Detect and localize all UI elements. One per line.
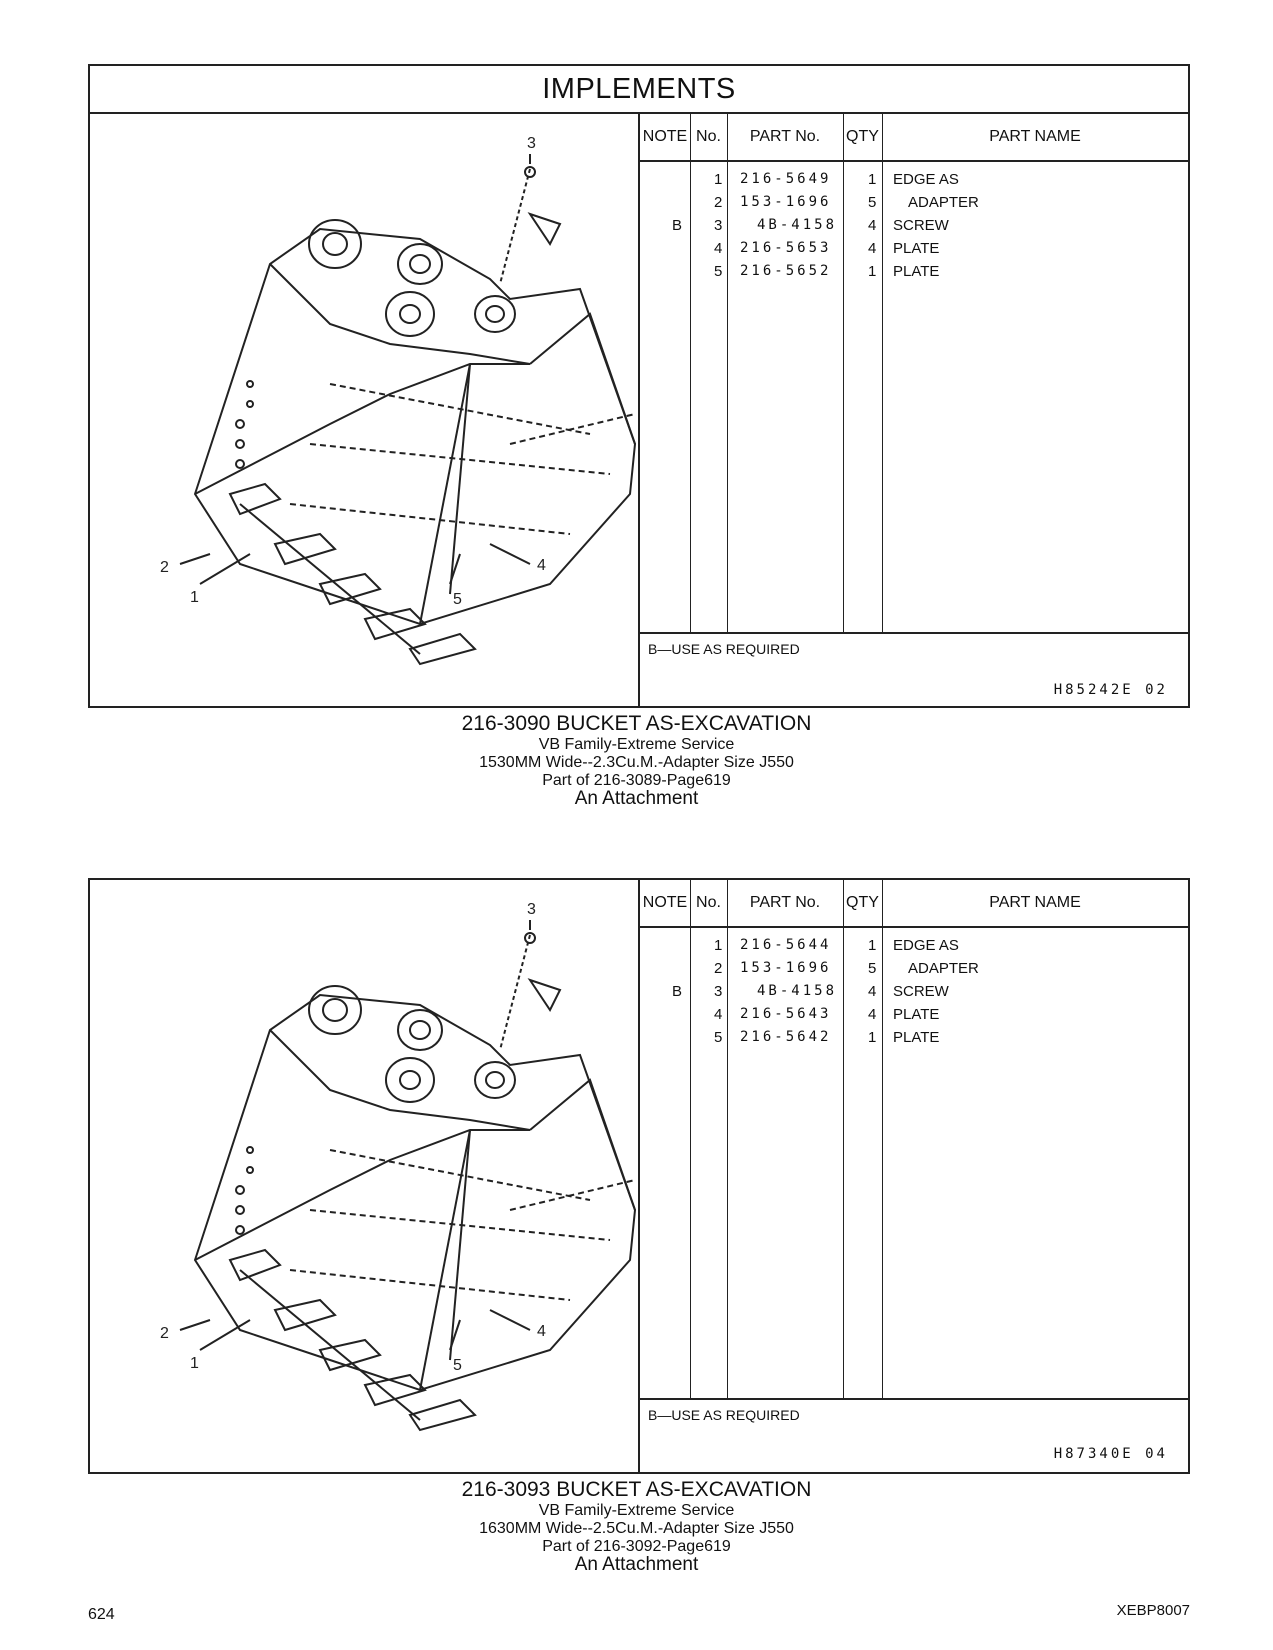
row-part-no: 216-5642 xyxy=(740,1029,832,1045)
row-no: 3 xyxy=(714,217,723,234)
row-qty: 1 xyxy=(868,937,877,954)
table-row xyxy=(640,237,1188,260)
parts-panel-1 xyxy=(88,64,1190,708)
row-no: 4 xyxy=(714,1006,723,1023)
row-no: 3 xyxy=(714,983,723,1000)
callout-3: 3 xyxy=(527,901,536,918)
row-part-no: 153-1696 xyxy=(740,194,832,210)
document-code: XEBP8007 xyxy=(1116,1602,1190,1619)
caption-1 xyxy=(0,712,1273,808)
row-no: 2 xyxy=(714,194,723,211)
row-qty: 4 xyxy=(868,240,877,257)
table-row xyxy=(640,168,1188,191)
caption-line: VB Family-Extreme Service xyxy=(538,1502,735,1519)
parts-table-2 xyxy=(640,880,1188,1472)
caption-line: Part of 216-3092-Page619 xyxy=(542,1538,731,1555)
caption-title: 216-3090 BUCKET AS-EXCAVATION xyxy=(461,712,812,735)
callout-4: 4 xyxy=(537,557,546,574)
header-part-name: PART NAME xyxy=(989,128,1081,145)
table-row xyxy=(640,1026,1188,1049)
header-part-no: PART No. xyxy=(749,128,821,145)
header-part-name: PART NAME xyxy=(989,894,1081,911)
row-qty: 1 xyxy=(868,171,877,188)
caption-2 xyxy=(0,1478,1273,1574)
callout-5: 5 xyxy=(453,591,462,608)
callout-1: 1 xyxy=(190,589,199,606)
caption-line: Part of 216-3089-Page619 xyxy=(542,772,731,789)
table-row xyxy=(640,191,1188,214)
header-part-no: PART No. xyxy=(749,894,821,911)
row-qty: 4 xyxy=(868,217,877,234)
row-part-no: 216-5649 xyxy=(740,171,832,187)
row-qty: 4 xyxy=(868,983,877,1000)
header-no: No. xyxy=(696,894,721,911)
row-part-no: 4B-4158 xyxy=(757,983,838,999)
row-part-name: SCREW xyxy=(893,217,949,234)
table-header xyxy=(640,114,1188,162)
row-note: B xyxy=(672,983,683,1000)
callout-2: 2 xyxy=(160,559,169,576)
callout-1: 1 xyxy=(190,1355,199,1372)
header-qty: QTY xyxy=(846,128,879,145)
footnote: B—USE AS REQUIRED xyxy=(648,641,800,657)
row-no: 1 xyxy=(714,171,723,188)
caption-title: 216-3093 BUCKET AS-EXCAVATION xyxy=(461,1478,812,1501)
callout-5: 5 xyxy=(453,1357,462,1374)
parts-panel-2 xyxy=(88,878,1190,1474)
row-part-name: EDGE AS xyxy=(893,937,959,954)
row-part-no: 216-5644 xyxy=(740,937,832,953)
header-qty: QTY xyxy=(846,894,879,911)
row-note: B xyxy=(672,217,683,234)
page-number: 624 xyxy=(88,1606,115,1623)
header-no: No. xyxy=(696,128,721,145)
callout-4: 4 xyxy=(537,1323,546,1340)
row-part-no: 216-5643 xyxy=(740,1006,832,1022)
table-row xyxy=(640,214,1188,237)
row-part-name: PLATE xyxy=(893,1006,940,1023)
figure-code: H85242E 02 xyxy=(1053,682,1168,698)
row-no: 1 xyxy=(714,937,723,954)
row-part-no: 153-1696 xyxy=(740,960,832,976)
caption-line: VB Family-Extreme Service xyxy=(538,736,735,753)
row-part-no: 216-5653 xyxy=(740,240,832,256)
row-part-name: PLATE xyxy=(893,240,940,257)
table-row xyxy=(640,957,1188,980)
row-part-name: ADAPTER xyxy=(908,960,979,977)
row-qty: 4 xyxy=(868,1006,877,1023)
header-note: NOTE xyxy=(642,894,688,911)
row-qty: 5 xyxy=(868,194,877,211)
bucket-illustration-2 xyxy=(90,880,640,1472)
callout-3: 3 xyxy=(527,135,536,152)
row-qty: 1 xyxy=(868,263,877,280)
footnote: B—USE AS REQUIRED xyxy=(648,1407,800,1423)
page-title: IMPLEMENTS xyxy=(90,66,1188,114)
row-part-name: EDGE AS xyxy=(893,171,959,188)
bucket-drawing-icon xyxy=(90,114,638,708)
row-no: 2 xyxy=(714,960,723,977)
caption-line: 1530MM Wide--2.3Cu.M.-Adapter Size J550 xyxy=(479,754,794,771)
row-no: 5 xyxy=(714,263,723,280)
row-part-name: PLATE xyxy=(893,1029,940,1046)
row-part-name: SCREW xyxy=(893,983,949,1000)
row-qty: 1 xyxy=(868,1029,877,1046)
row-part-name: PLATE xyxy=(893,263,940,280)
table-header xyxy=(640,880,1188,928)
figure-code: H87340E 04 xyxy=(1053,1446,1168,1462)
row-part-name: ADAPTER xyxy=(908,194,979,211)
bucket-drawing-icon xyxy=(90,880,638,1472)
bucket-illustration-1 xyxy=(90,114,640,708)
table-row xyxy=(640,1003,1188,1026)
row-part-no: 4B-4158 xyxy=(757,217,838,233)
parts-table-1 xyxy=(640,114,1188,708)
row-no: 4 xyxy=(714,240,723,257)
row-qty: 5 xyxy=(868,960,877,977)
table-row xyxy=(640,934,1188,957)
header-note: NOTE xyxy=(642,128,688,145)
caption-line: 1630MM Wide--2.5Cu.M.-Adapter Size J550 xyxy=(479,1520,794,1537)
row-no: 5 xyxy=(714,1029,723,1046)
table-row xyxy=(640,980,1188,1003)
table-row xyxy=(640,260,1188,283)
caption-last: An Attachment xyxy=(574,788,699,809)
caption-last: An Attachment xyxy=(574,1554,699,1575)
row-part-no: 216-5652 xyxy=(740,263,832,279)
callout-2: 2 xyxy=(160,1325,169,1342)
